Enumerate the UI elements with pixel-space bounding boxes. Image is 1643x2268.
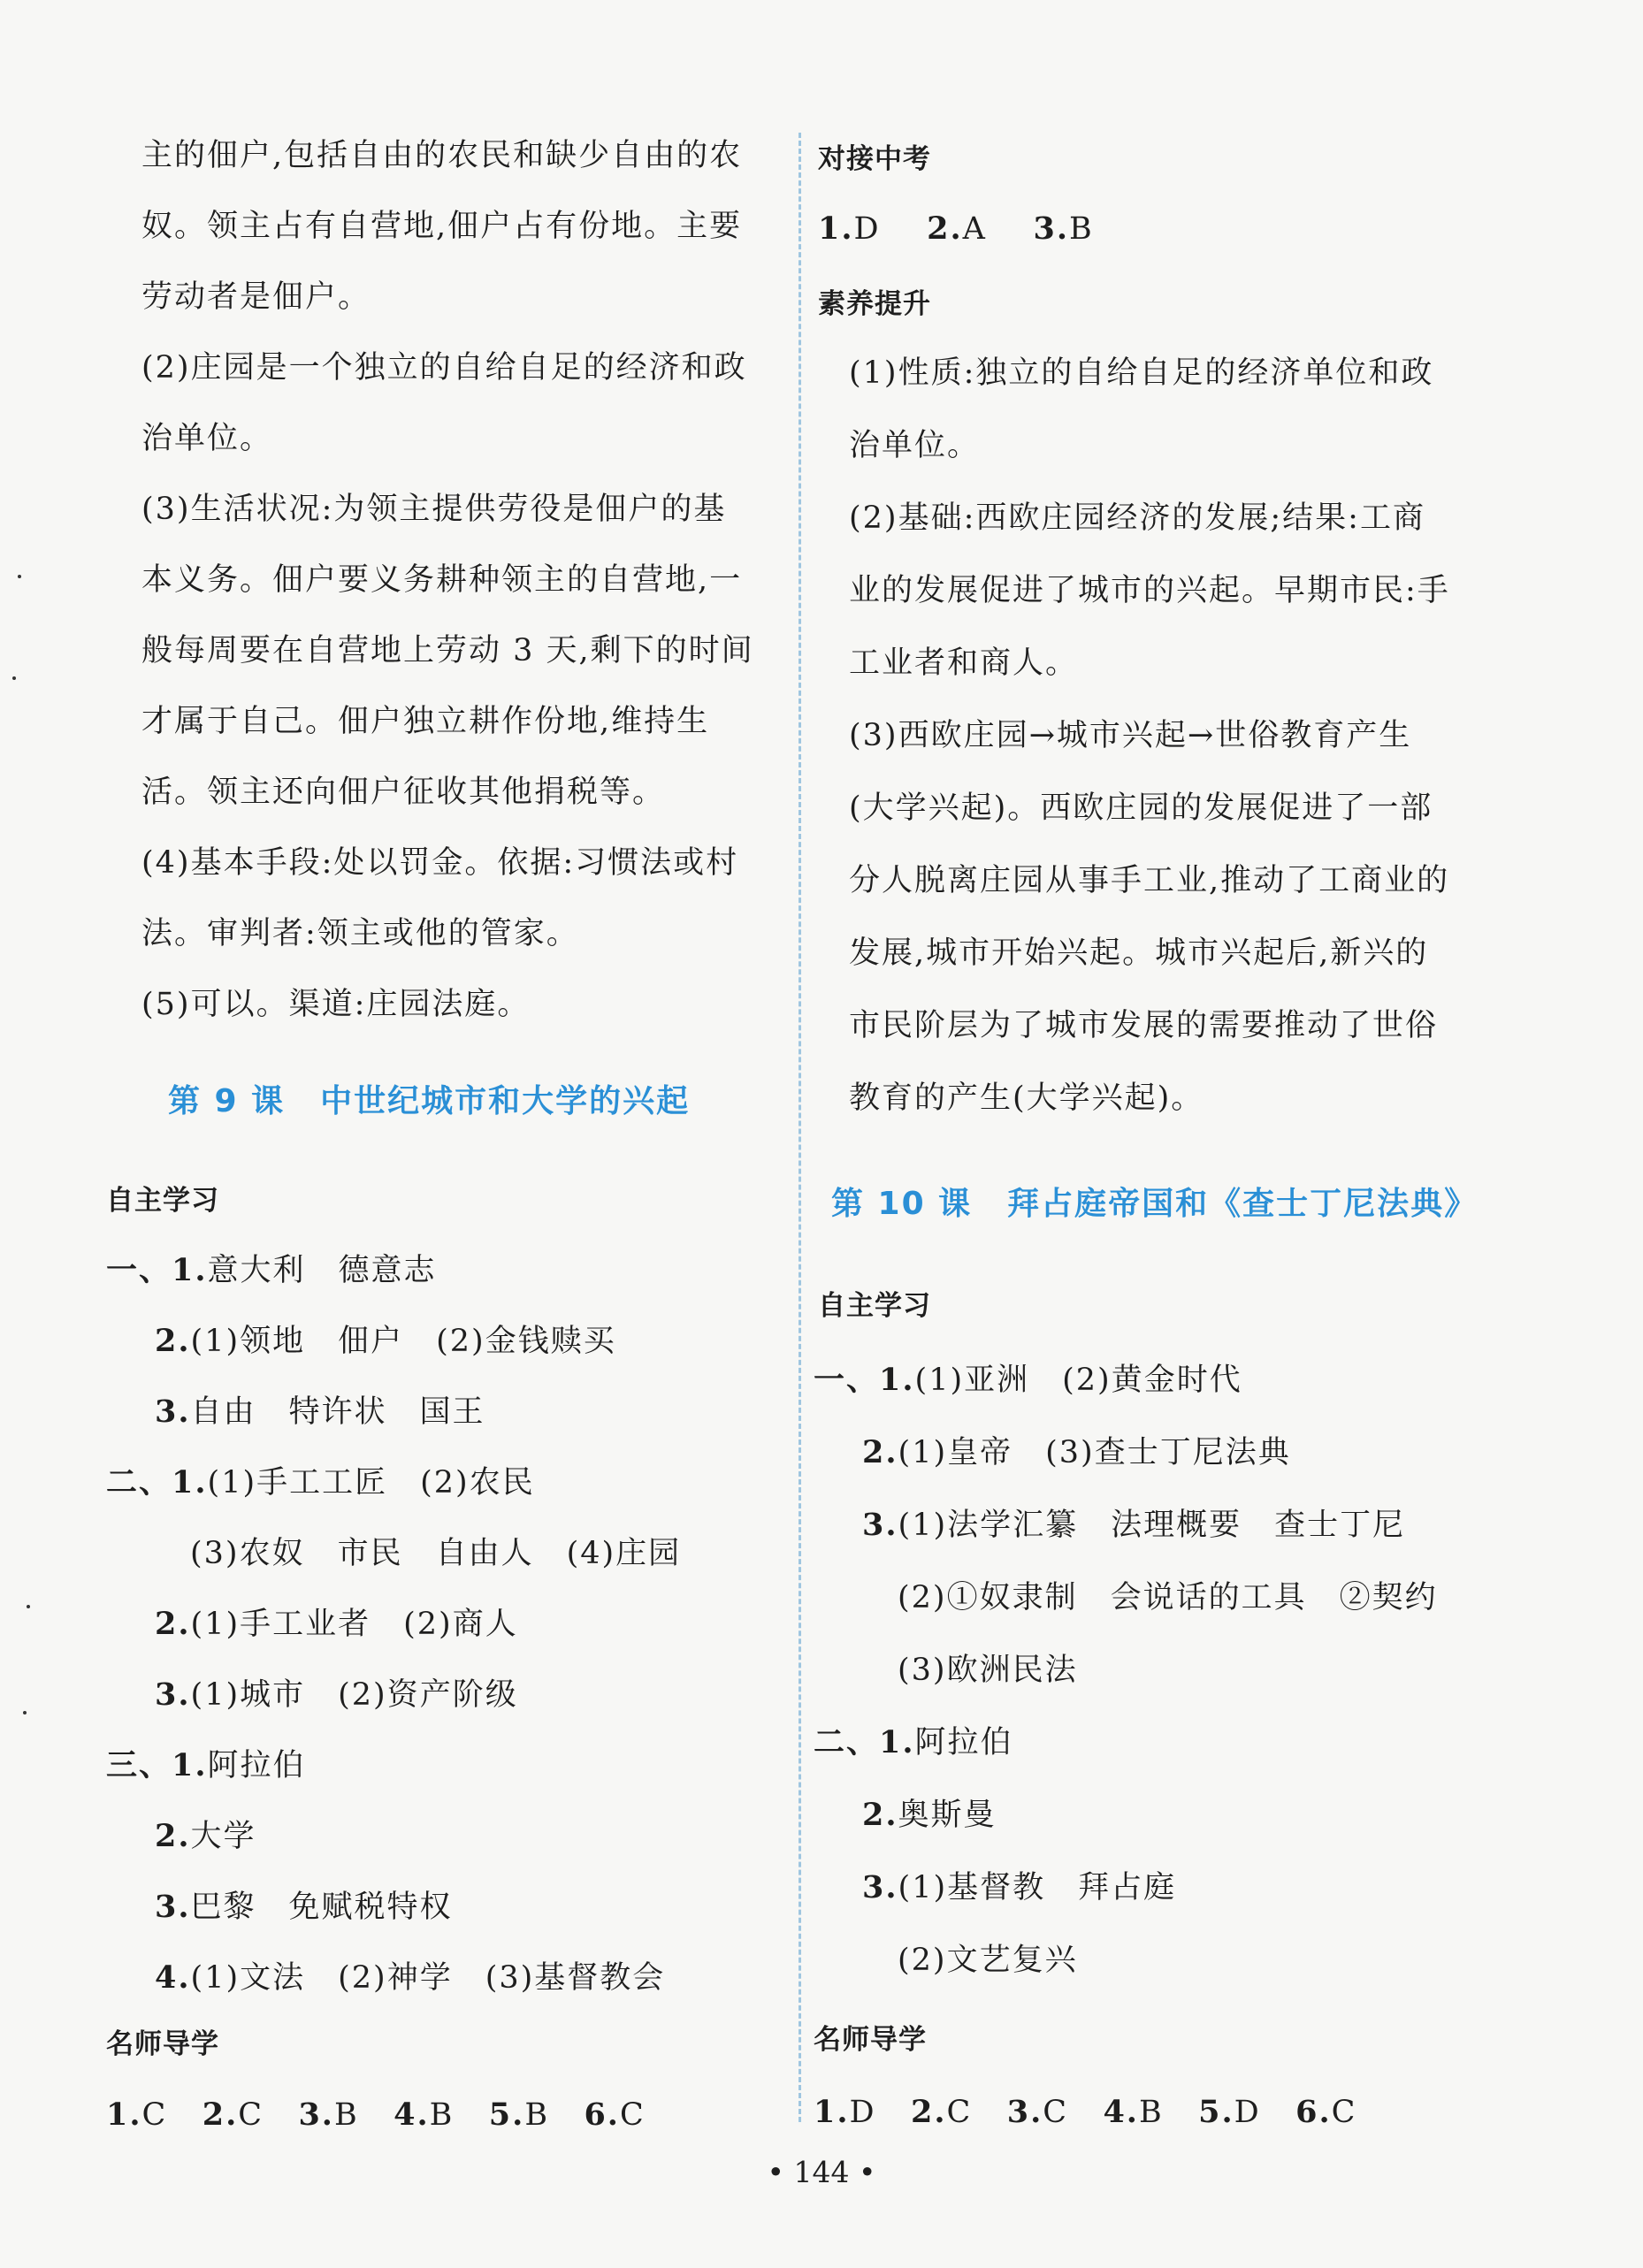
answer-line: 二、1.阿拉伯 [814, 1724, 1013, 1760]
text-line: (3)生活状况:为领主提供劳役是佃户的基 [141, 492, 727, 527]
section-heading: 素养提升 [818, 288, 931, 320]
answer-line: (2)文艺复兴 [898, 1943, 1078, 1978]
answer-row: 1.C 2.C 3.B 4.B 5.B 6.C [106, 2096, 646, 2133]
scan-speck [18, 575, 21, 578]
answer-line: 3.自由 特许状 国王 [155, 1394, 485, 1430]
answer-line: 3.(1)法学汇纂 法理概要 查士丁尼 [862, 1507, 1406, 1543]
answer-line: 2.(1)手工业者 (2)商人 [155, 1606, 518, 1642]
lesson-10-title [831, 1181, 1478, 1227]
answer-line: 3.(1)基督教 拜占庭 [862, 1869, 1177, 1905]
text-line: 法。审判者:领主或他的管家。 [141, 916, 579, 951]
answer-line: 2.(1)领地 佃户 (2)金钱赎买 [155, 1323, 616, 1359]
answer-line: 3.(1)城市 (2)资产阶级 [155, 1676, 518, 1713]
section-heading: 自主学习 [818, 1290, 931, 1322]
section-heading: 名师导学 [814, 2024, 927, 2056]
answer-line: 二、1.(1)手工工匠 (2)农民 [106, 1464, 535, 1501]
answer-line: (3)农奴 市民 自由人 (4)庄园 [190, 1536, 682, 1571]
text-line: 工业者和商人。 [849, 645, 1079, 681]
text-line: (2)庄园是一个独立的自给自足的经济和政 [141, 350, 747, 386]
answer-line: 一、1.意大利 德意志 [106, 1252, 437, 1288]
section-heading: 自主学习 [106, 1185, 219, 1217]
text-line: 奴。领主占有自营地,佃户占有份地。主要 [141, 209, 743, 244]
text-line: (3)西欧庄园→城市兴起→世俗教育产生 [849, 718, 1412, 753]
text-line: (1)性质:独立的自给自足的经济单位和政 [849, 355, 1434, 391]
lesson-name: 中世纪城市和大学的兴起 [320, 1083, 691, 1119]
text-line: 般每周要在自营地上劳动 3 天,剩下的时间 [141, 633, 754, 668]
text-line: 教育的产生(大学兴起)。 [849, 1081, 1204, 1116]
answer-line: (2)①奴隶制 会说话的工具 ②契约 [898, 1580, 1438, 1615]
text-line: 主的佃户,包括自由的农民和缺少自由的农 [141, 138, 743, 173]
answer-line: 4.(1)文法 (2)神学 (3)基督教会 [155, 1959, 666, 1996]
text-line: 劳动者是佃户。 [141, 279, 371, 315]
text-line: 分人脱离庄园从事手工业,推动了工商业的 [849, 863, 1450, 898]
answer-line: 三、1.阿拉伯 [106, 1747, 306, 1783]
answer-line: (3)欧洲民法 [898, 1653, 1078, 1688]
text-line: 治单位。 [141, 421, 273, 456]
answer-line: 2.(1)皇帝 (3)查士丁尼法典 [862, 1434, 1291, 1470]
text-line: (大学兴起)。西欧庄园的发展促进了一部 [849, 790, 1433, 826]
text-line: 本义务。佃户要义务耕种领主的自营地,一 [141, 562, 743, 598]
lesson-name: 拜占庭帝国和《查士丁尼法典》 [1007, 1186, 1479, 1222]
text-line: 治单位。 [849, 428, 981, 463]
scan-speck [12, 676, 16, 680]
answer-line: 3.巴黎 免赋税特权 [155, 1889, 453, 1925]
text-line: 市民阶层为了城市发展的需要推动了世俗 [849, 1008, 1439, 1043]
page-number: • 144 • [767, 2155, 876, 2189]
text-line: 发展,城市开始兴起。城市兴起后,新兴的 [849, 935, 1429, 971]
column-divider [799, 133, 801, 2122]
answer-line: 一、1.(1)亚洲 (2)黄金时代 [814, 1362, 1242, 1398]
lesson-number: 第 9 课 [168, 1083, 286, 1119]
answer-row: 1.D 2.A 3.B [818, 210, 1094, 247]
answer-line: 2.大学 [155, 1818, 256, 1854]
text-line: 业的发展促进了城市的兴起。早期市民:手 [849, 573, 1450, 608]
text-line: (4)基本手段:处以罚金。依据:习惯法或村 [141, 845, 739, 881]
answer-row: 1.D 2.C 3.C 4.B 5.D 6.C [814, 2094, 1357, 2130]
scan-speck [27, 1605, 30, 1608]
answer-line: 2.奥斯曼 [862, 1797, 997, 1833]
section-heading: 对接中考 [818, 143, 931, 175]
section-heading: 名师导学 [106, 2028, 219, 2060]
text-line: (2)基础:西欧庄园经济的发展;结果:工商 [849, 500, 1425, 536]
text-line: (5)可以。渠道:庄园法庭。 [141, 987, 531, 1022]
text-line: 才属于自己。佃户独立耕作份地,维持生 [141, 704, 710, 739]
lesson-number: 第 10 课 [831, 1186, 973, 1222]
text-line: 活。领主还向佃户征收其他捐税等。 [141, 775, 666, 810]
scan-speck [23, 1711, 27, 1714]
lesson-9-title [168, 1079, 690, 1125]
